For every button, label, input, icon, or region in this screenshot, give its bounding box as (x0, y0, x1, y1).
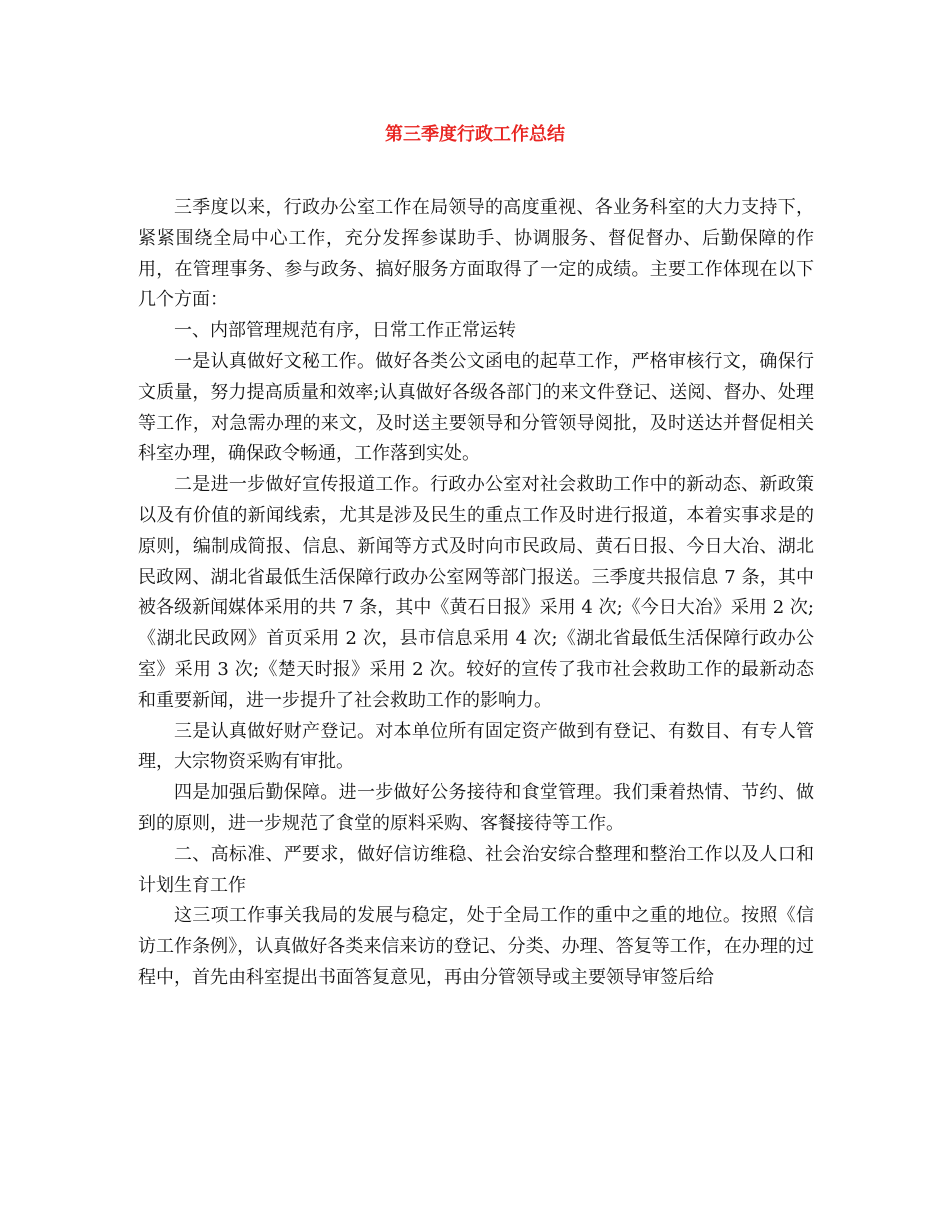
paragraph-logistics: 四是加强后勤保障。进一步做好公务接待和食堂管理。我们秉着热情、节约、做到的原则，进一步规范了食堂的原料采购、客餐接待等工作。 (138, 782, 814, 834)
section-heading-1: 一、内部管理规范有序，日常工作正常运转 (174, 320, 516, 342)
paragraph-secretarial: 一是认真做好文秘工作。做好各类公文函电的起草工作，严格审核行文，确保行文质量，努力提高质量和效率;认真做好各级各部门的来文件登记、送阅、督办、处理等工作，对急需办理的来文，及时送主要领导和分管领导阅批，及时送达并督促相关科室办理，确保政令畅通，工作落到实处。 (138, 350, 814, 465)
paragraph-intro: 三季度以来，行政办公室工作在局领导的高度重视、各业务科室的大力支持下，紧紧围绕全局中心工作，充分发挥参谋助手、协调服务、督促督办、后勤保障的作用，在管理事务、参与政务、搞好服务方面取得了一定的成绩。主要工作体现在以下几个方面： (138, 197, 814, 311)
paragraph-petition: 这三项工作事关我局的发展与稳定，处于全局工作的重中之重的地位。按照《信访工作条例》，认真做好各类来信来访的登记、分类、办理、答复等工作，在办理的过程中，首先由科室提出书面答复意见，再由分管领导或主要领导审签后给 (138, 905, 814, 988)
document-body (138, 193, 814, 994)
paragraph-property: 三是认真做好财产登记。对本单位所有固定资产做到有登记、有数目、有专人管理，大宗物资采购有审批。 (138, 720, 814, 773)
paragraph-publicity: 二是进一步做好宣传报道工作。行政办公室对社会救助工作中的新动态、新政策以及有价值的新闻线索，尤其是涉及民生的重点工作及时进行报道，本着实事求是的原则，编制成简报、信息、新闻等方式及时向市民政局、黄石日报、今日大冶、湖北民政网、湖北省最低生活保障行政办公室网等部门报送。三季度共报信息 7 条，其中被各级新闻媒体采用的共 7 条，其中《黄石日报》采用 4 次;《今日大冶》采用 2 次;《湖北民政网》首页采用 2 次，县市信息采用 4 次;《湖北省最低生活保障行政办公室》采用 3 次;《楚天时报》采用 2 次。较好的宣传了我市社会救助工作的最新动态和重要新闻，进一步提升了社会救助工作的影响力。 (138, 474, 814, 711)
section-heading-2: 二、高标准、严要求，做好信访维稳、社会治安综合整理和整治工作以及人口和计划生育工作 (138, 843, 814, 896)
document-title: 第三季度行政工作总结 (385, 124, 565, 145)
